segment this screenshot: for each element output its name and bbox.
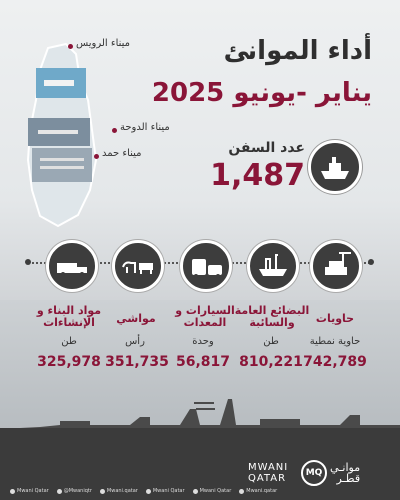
containers-icon-circle xyxy=(310,240,362,292)
ships-count-label: عدد السفن xyxy=(228,140,305,156)
ship-icon-circle xyxy=(308,140,362,194)
brand-name-arabic-line2: قطـر xyxy=(336,472,361,485)
tiktok-icon xyxy=(239,489,244,494)
instagram-icon xyxy=(57,489,62,494)
category-unit-construction: طن xyxy=(61,336,77,347)
brand-logo-icon: MQ xyxy=(301,460,327,486)
category-value-livestock: 351,735 xyxy=(105,354,169,370)
track-end-dot-left xyxy=(25,259,31,265)
track-end-dot-right xyxy=(368,259,374,265)
x-icon xyxy=(10,489,15,494)
ships-count-value: 1,487 xyxy=(210,158,305,193)
port-marker-ruwais xyxy=(68,44,73,49)
social-link-x[interactable] xyxy=(10,488,49,494)
cargo-ship-icon xyxy=(250,243,296,289)
youtube-icon xyxy=(193,489,198,494)
category-name-containers: حاويات xyxy=(315,312,355,325)
construction-truck-icon xyxy=(49,243,95,289)
social-link-tiktok[interactable] xyxy=(239,488,277,494)
social-link-instagram[interactable] xyxy=(57,488,92,494)
category-value-general-cargo: 810,221 xyxy=(239,354,303,370)
category-value-containers: 742,789 xyxy=(303,354,367,370)
category-name-general-cargo: البضائع العامة والسائبة xyxy=(234,304,310,329)
social-link-linkedin[interactable] xyxy=(100,488,138,494)
category-unit-livestock: رأس xyxy=(125,336,145,347)
category-unit-vehicles: وحدة xyxy=(192,336,214,347)
social-label: Mwani.qatar xyxy=(246,488,278,494)
category-name-livestock: مواشي xyxy=(116,312,156,325)
livestock-icon xyxy=(115,243,161,289)
port-marker-doha xyxy=(112,128,117,133)
social-label: @Mwaniqtr xyxy=(63,488,92,494)
social-links xyxy=(10,488,277,494)
page-title: أداء الموانئ xyxy=(223,36,372,66)
page-subtitle: يناير -يونيو 2025 xyxy=(151,78,372,108)
port-label-ruwais: ميناء الرويس xyxy=(76,38,131,49)
brand-name-english-line1: MWANI xyxy=(248,462,289,473)
ship-icon xyxy=(311,143,359,191)
port-marker-hamad xyxy=(94,154,99,159)
category-unit-general-cargo: طن xyxy=(263,336,279,347)
brand-name-arabic xyxy=(330,462,360,484)
livestock-icon-circle xyxy=(112,240,164,292)
brand-name-english xyxy=(248,462,288,484)
social-label: Mwani Qatar xyxy=(17,488,49,494)
social-link-facebook[interactable] xyxy=(146,488,185,494)
category-value-vehicles: 56,817 xyxy=(175,354,231,370)
brand-name-english-line2: QATAR xyxy=(248,473,287,484)
social-label: Mwani.qatar xyxy=(106,488,138,494)
category-name-construction: مواد البناء و الإنشاءات xyxy=(36,304,102,329)
port-label-hamad: ميناء حمد xyxy=(102,148,142,159)
qatar-map-image xyxy=(18,40,108,230)
category-unit-containers: حاوية نمطية xyxy=(309,336,361,347)
vehicles-icon xyxy=(183,243,229,289)
container-crane-icon xyxy=(313,243,359,289)
category-value-construction: 325,978 xyxy=(37,354,101,370)
social-link-youtube[interactable] xyxy=(193,488,232,494)
port-label-doha: ميناء الدوحة xyxy=(120,122,170,133)
vehicles-icon-circle xyxy=(180,240,232,292)
social-label: Mwani Qatar xyxy=(152,488,185,494)
facebook-icon xyxy=(146,489,151,494)
construction-icon-circle xyxy=(46,240,98,292)
brand-name-arabic-line1: موانـي xyxy=(330,461,361,474)
general-cargo-icon-circle xyxy=(247,240,299,292)
social-label: Mwani Qatar xyxy=(199,488,232,494)
category-name-vehicles: السيارات و المعدات xyxy=(175,304,235,329)
linkedin-icon xyxy=(100,489,105,494)
